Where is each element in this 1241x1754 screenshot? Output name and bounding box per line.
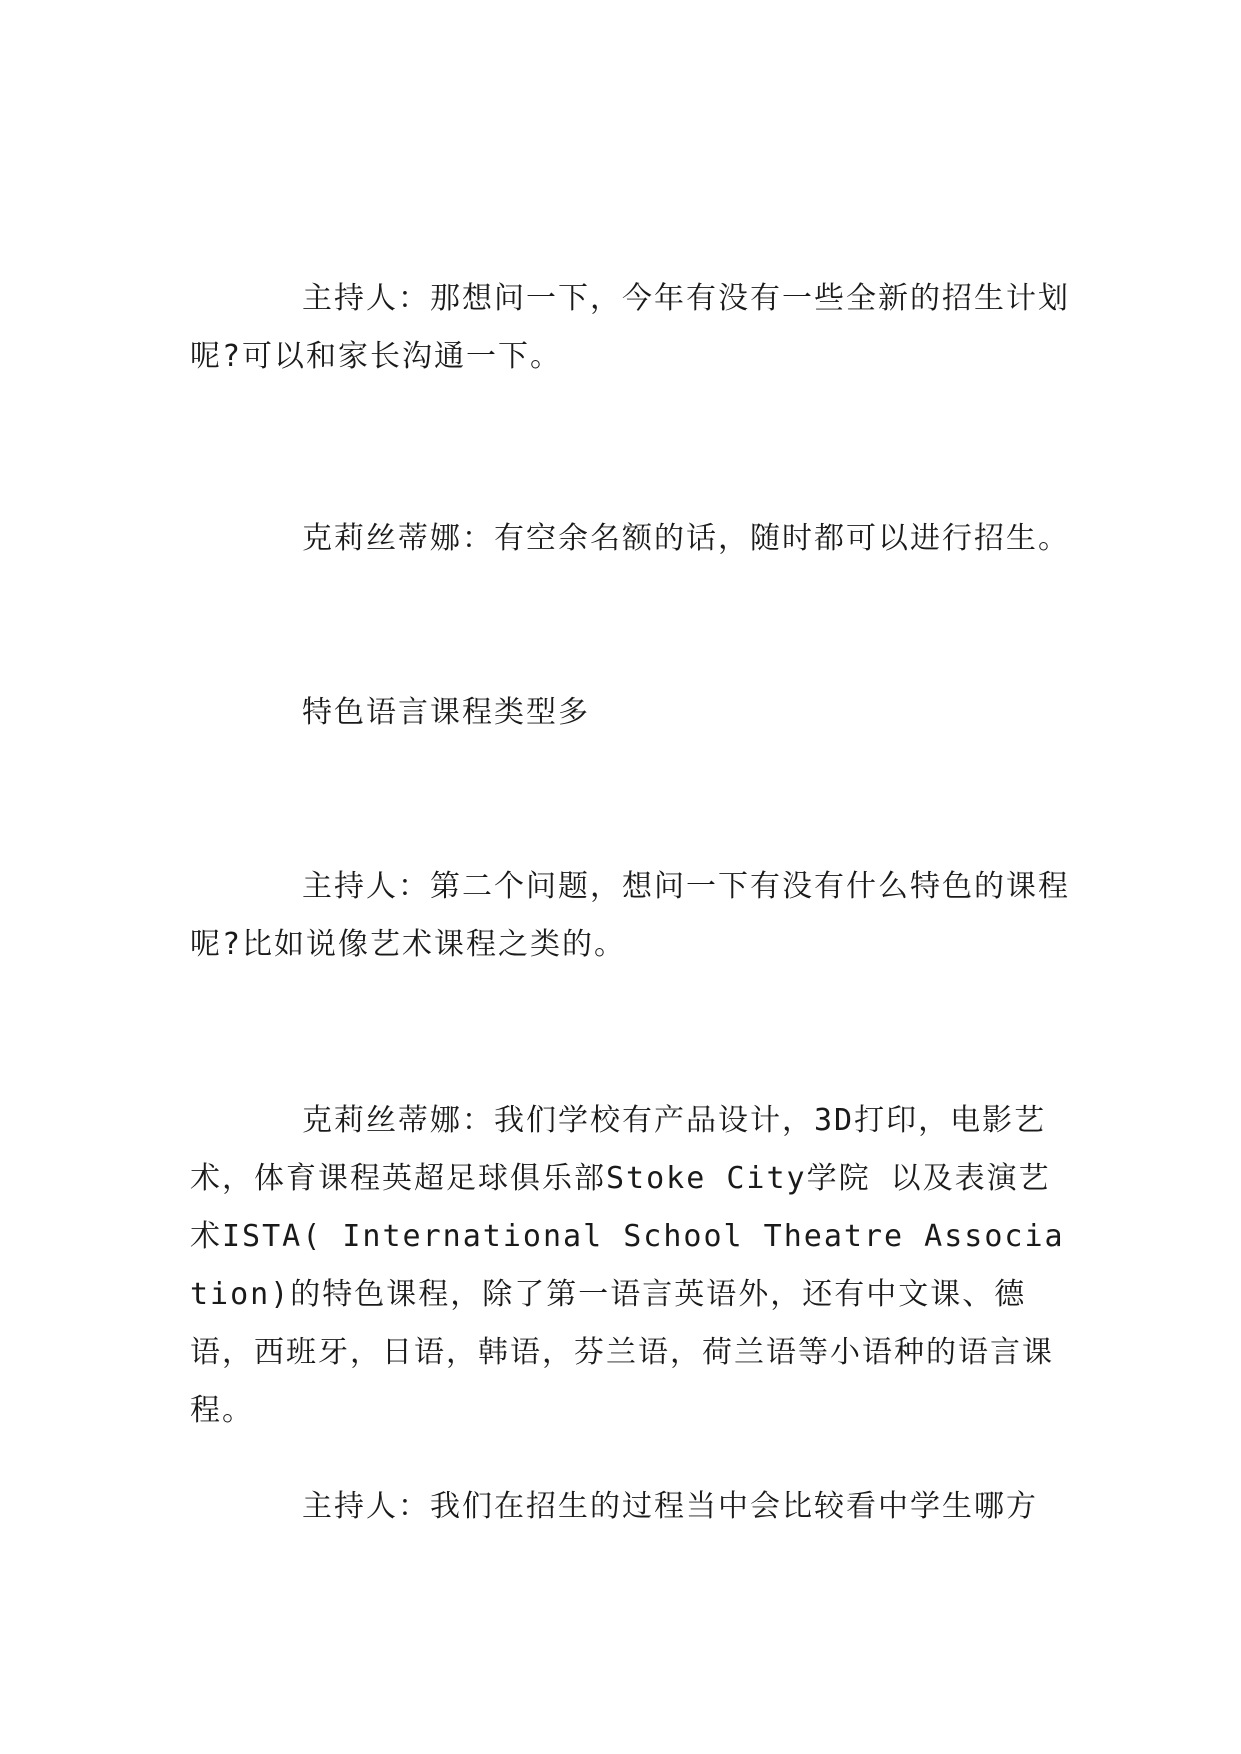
paragraph-host-question-student-selection: 主持人：我们在招生的过程当中会比较看中学生哪方 xyxy=(302,1489,1038,1524)
paragraph-christina-answer-enrollment: 克莉丝蒂娜：有空余名额的话，随时都可以进行招生。 xyxy=(302,521,1070,556)
section-heading-language-courses: 特色语言课程类型多 xyxy=(302,695,590,730)
paragraph-christina-answer-courses: 克莉丝蒂娜：我们学校有产品设计，3D打印，电影艺术，体育课程英超足球俱乐部Stoke City学院 以及表演艺术ISTA( International School Theatre Association)的特色课程，除了第一语言英语外，还有中文课、德语，西班牙，日语，韩语，芬兰语，荷兰语等小语种的语言课程。 xyxy=(190,1103,1065,1428)
paragraph-host-question-special-courses: 主持人：第二个问题，想问一下有没有什么特色的课程呢?比如说像艺术课程之类的。 xyxy=(190,869,1070,962)
paragraph-host-question-enrollment-plan: 主持人：那想问一下，今年有没有一些全新的招生计划呢?可以和家长沟通一下。 xyxy=(190,281,1070,374)
